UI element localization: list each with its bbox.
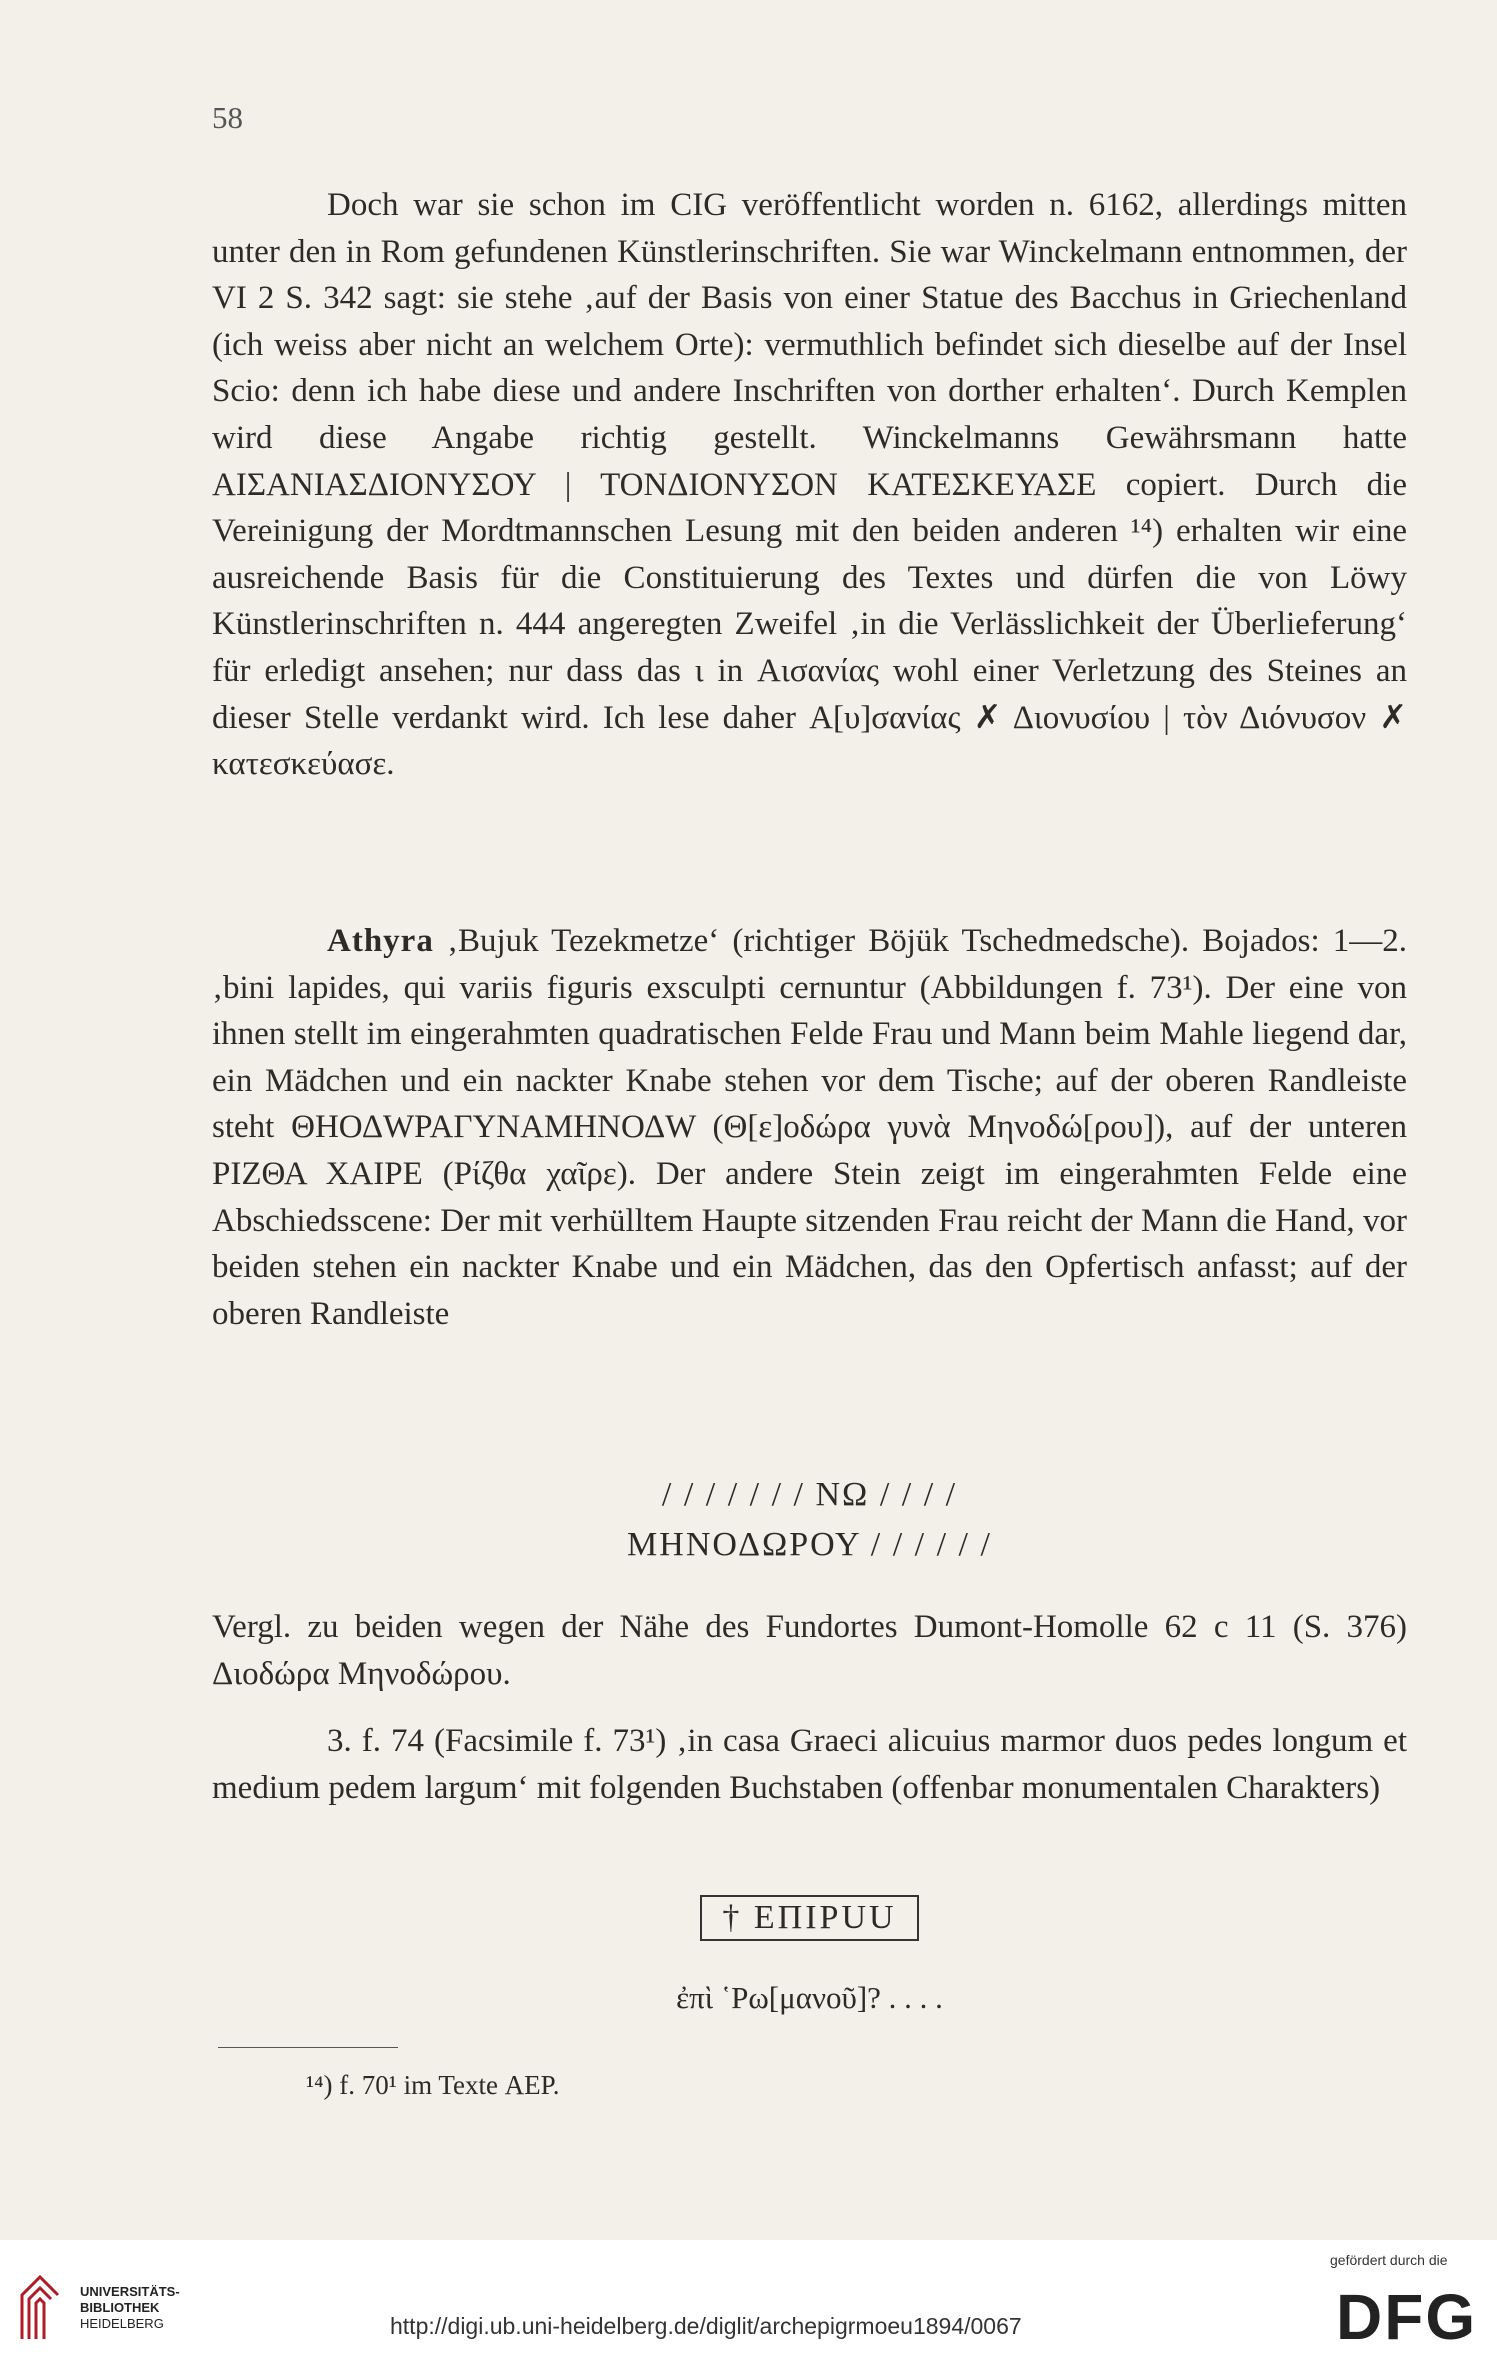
footer-bar [0,2240,1497,2377]
boxed-inscription-wrap [212,1895,1407,1941]
paragraph-1-text: Doch war sie schon im CIG veröffentlicht worden n. 6162, allerdings mitten unter den in Rom gefundenen Künstlerinschriften. Sie war Winckelmann entnommen, der VI 2 S. 342 sagt: sie stehe ‚auf der Basis von einer Statue des Bacchus in Griechenland (ich weiss aber nicht an welchem Orte): vermuthlich befindet sich dieselbe auf der Insel Scio: denn ich habe diese und andere Inschriften von dorther erhalten‘. Durch Kemplen wird diese Angabe richtig gestellt. Winckelmanns Gewährsmann hatte ΑΙΣΑΝΙΑΣΔΙΟΝΥΣΟΥ | ΤΟΝΔΙΟΝΥΣΟΝ ΚΑΤΕΣΚΕΥΑΣΕ copiert. Durch die Vereinigung der Mordtmannschen Lesung mit den beiden anderen ¹⁴) erhalten wir eine ausreichende Basis für die Constituierung des Textes und dürfen die von Löwy Künstlerinschriften n. 444 angeregten Zweifel ‚in die Verlässlichkeit der Überlieferung‘ für erledigt ansehen; nur dass das ι in Αισανίας wohl einer Verletzung des Steines an dieser Stelle verdankt wird. Ich lese daher Α[υ]σανίας ✗ Διονυσίου | τὸν Διόνυσον ✗ κατεσκεύασε. [212,187,1407,783]
library-name [80,2284,180,2332]
section-heading-athyra: Athyra [327,923,434,959]
paragraph-2 [212,918,1407,1337]
footnote-rule [218,2047,398,2048]
funded-by-label: gefördert durch die [1330,2252,1448,2268]
paragraph-2-body: ‚Bujuk Tezekmetze‘ (richtiger Böjük Tschedmedsche). Bojados: 1—2. ‚bini lapides, qui variis figuris exsculpti cernuntur (Abbildungen f. 73¹). Der eine von ihnen stellt im eingerahmten quadratischen Felde Frau und Mann beim Mahle liegend dar, ein Mädchen und ein nackter Knabe stehen vor dem Tische; auf der oberen Randleiste steht ΘΗΟΔWΡΑΓΥΝΑΜΗΝΟΔW (Θ[ε]οδώρα γυνὰ Μηνοδώ[ρου]), auf der unteren ΡΙΖΘΑ ΧΑΙΡΕ (Ρίζθα χαῖρε). Der andere Stein zeigt im eingerahmten Felde eine Abschiedsscene: Der mit verhülltem Haupte sitzenden Frau reicht der Mann die Hand, vor beiden stehen ein nackter Knabe und ein Mädchen, das den Opfertisch anfasst; auf der oberen Randleiste [212,923,1407,1332]
library-line-2: BIBLIOTHEK [80,2300,160,2315]
paragraph-4-text: 3. f. 74 (Facsimile f. 73¹) ‚in casa Graeci alicuius marmor duos pedes longum et medium pedem largum‘ mit folgenden Buchstaben (offenbar monumentalen Charakters) [212,1723,1407,1806]
boxed-inscription: † ΕΠΙΡUU [700,1895,918,1941]
footnote: ¹⁴) f. 70¹ im Texte ΑΕΡ. [306,2070,560,2100]
library-logo-icon [18,2273,62,2343]
page-number: 58 [212,100,243,135]
source-url-link[interactable]: http://digi.ub.uni-heidelberg.de/diglit/archepigrmoeu1894/0067 [390,2313,1022,2339]
inscription-line-1: / / / / / / / ΝΩ / / / / [661,1476,958,1513]
inscription-block [212,1470,1407,1570]
library-line-1: UNIVERSITÄTS- [80,2284,180,2299]
paragraph-3 [212,1604,1407,1697]
library-line-3: HEIDELBERG [80,2316,164,2331]
inscription-reading: ἐπὶ ῾Ρω[μανοῦ]? . . . . [676,1980,943,2015]
paragraph-1 [212,182,1407,788]
paragraph-3-text: Vergl. zu beiden wegen der Nähe des Fundortes Dumont-Homolle 62 c 11 (S. 376) Διοδώρα Μηνοδώρου. [212,1609,1407,1692]
inscription-line-2: ΜΗΝΟΔΩΡΟΥ / / / / / / [627,1526,992,1563]
paragraph-2-text [212,918,1407,1337]
paragraph-4 [212,1718,1407,1811]
dfg-logo: DFG [1336,2281,1478,2353]
